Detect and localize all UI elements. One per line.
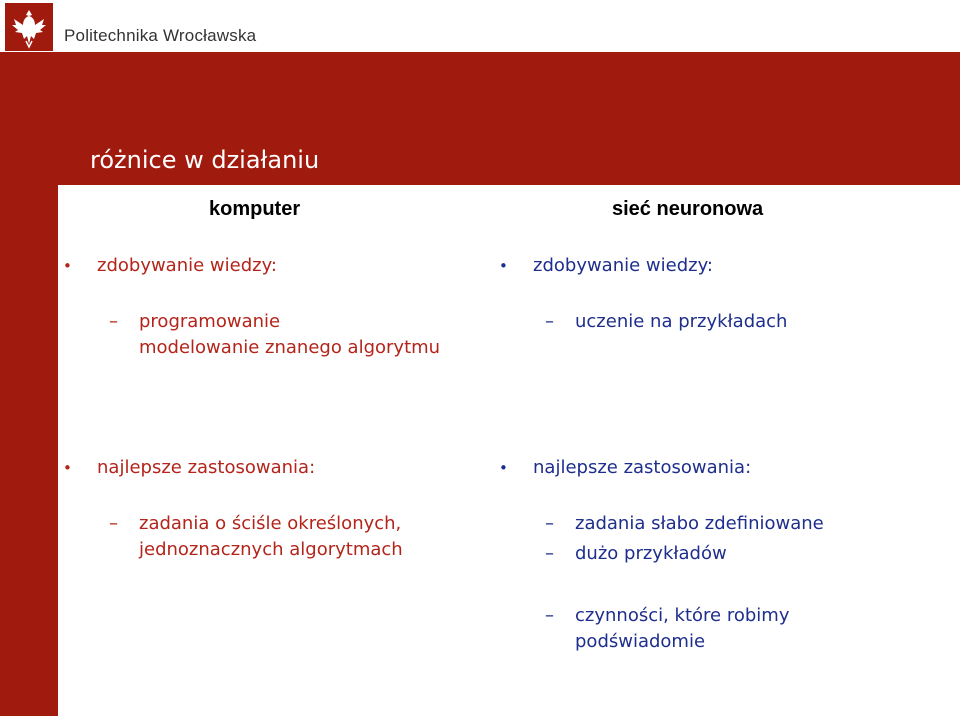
right-sub-many-examples: – dużo przykładów [575, 541, 727, 567]
left-sub-programming: – programowanie [139, 309, 280, 335]
right-bullet-knowledge: • zdobywanie wiedzy: [533, 253, 713, 279]
side-band [0, 185, 58, 716]
right-sub-activities-cont: podświadomie [575, 631, 706, 652]
left-bullet-knowledge: • zdobywanie wiedzy: [97, 253, 277, 279]
right-sub-ill-defined: – zadania słabo zdefiniowane [575, 511, 824, 537]
university-name: Politechnika Wrocławska [64, 26, 257, 45]
left-sub-tasks: – zadania o ściśle określonych, [139, 511, 401, 537]
left-sub-programming-cont: modelowanie znanego algorytmu [139, 337, 441, 358]
header-bar [0, 0, 960, 52]
right-bullet-uses: • najlepsze zastosowania: [533, 455, 751, 481]
right-sub-activities: – czynności, które robimy [575, 603, 789, 629]
slide-title: różnice w działaniu [90, 146, 320, 174]
column-heading-computer: komputer [209, 198, 301, 220]
column-heading-neural-network: sieć neuronowa [612, 198, 764, 220]
right-sub-learning: – uczenie na przykładach [575, 309, 787, 335]
left-bullet-uses: • najlepsze zastosowania: [97, 455, 315, 481]
left-sub-tasks-cont: jednoznacznych algorytmach [139, 539, 403, 560]
eagle-crest-icon [5, 3, 53, 51]
